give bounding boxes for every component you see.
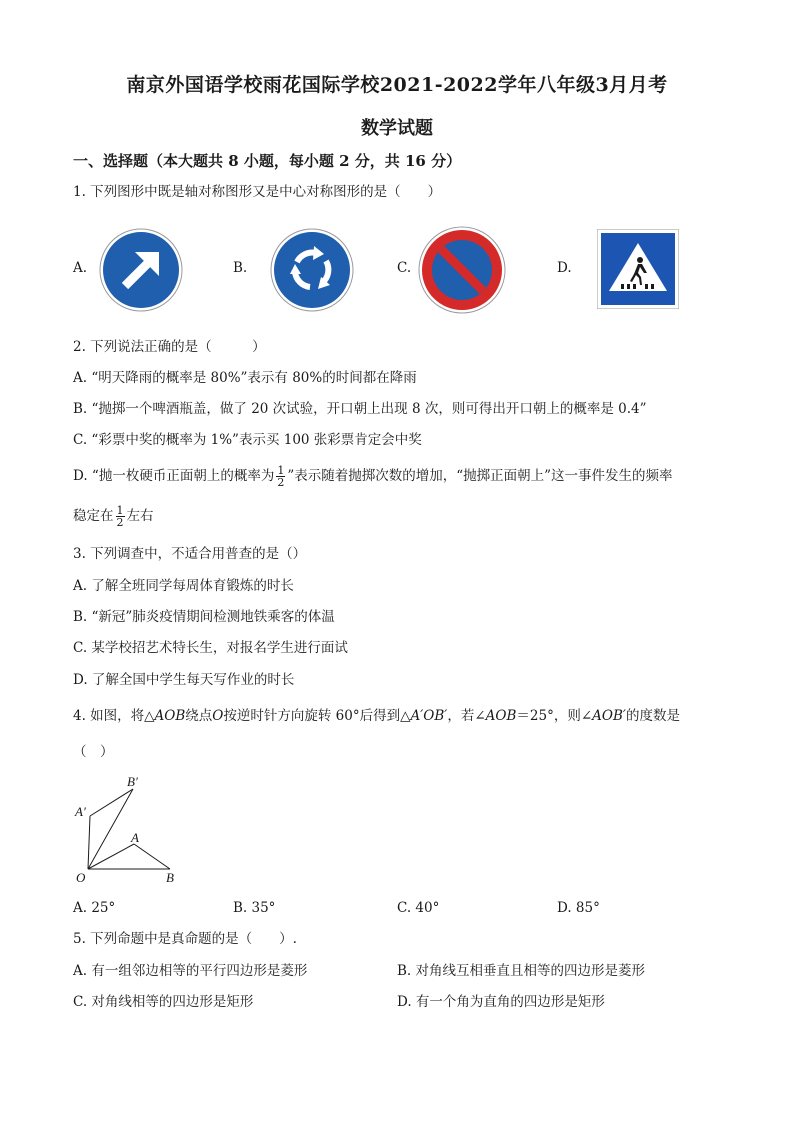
q4-angle-aobprime: ∠AOB′ xyxy=(580,708,626,724)
fraction-one-half-2 xyxy=(116,505,125,528)
q2-d-text-4: 左右 xyxy=(126,508,154,524)
q1-option-b-letter: B. xyxy=(233,260,248,276)
q4-stem xyxy=(73,706,680,726)
q4-option-c: C. 40° xyxy=(397,900,440,916)
q5-option-d: D. 有一个角为直角的四边形是矩形 xyxy=(397,994,605,1010)
q2-d-text-1: D. “抛一枚硬币正面朝上的概率为 xyxy=(73,468,275,484)
q1-option-d-letter: D. xyxy=(557,260,572,276)
pedestrian-crossing-sign-icon xyxy=(597,229,679,313)
section-heading-choice: 一、选择题（本大题共 8 小题，每小题 2 分，共 16 分） xyxy=(73,152,462,170)
q1-option-c-letter: C. xyxy=(397,260,412,276)
label-o: O xyxy=(76,870,86,885)
q3-option-c: C. 某学校招艺术特长生，对报名学生进行面试 xyxy=(73,640,348,656)
q3-option-d: D. 了解全国中学生每天写作业的时长 xyxy=(73,672,295,688)
q4-text-6: 的度数是 xyxy=(625,708,680,724)
roundabout-sign-icon xyxy=(270,228,354,316)
q2-option-a: A. “明天降雨的概率是 80%”表示有 80%的时间都在降雨 xyxy=(73,370,417,386)
up-right-arrow-sign-icon xyxy=(99,228,183,316)
q3-option-a: A. 了解全班同学每周体育锻炼的时长 xyxy=(73,578,294,594)
q4-text-1: 4. 如图，将 xyxy=(73,708,145,724)
q2-option-d-line1 xyxy=(73,465,673,488)
q4-rotation-figure xyxy=(70,772,200,891)
q4-option-a: A. 25° xyxy=(73,900,116,916)
q4-text-5: ＝25°，则 xyxy=(516,708,581,724)
frac-num: 1 xyxy=(277,464,285,477)
q2-stem: 2. 下列说法正确的是（ ） xyxy=(73,339,266,355)
q4-text-4: ，若 xyxy=(447,708,475,724)
q4-triangle-aob: △AOB xyxy=(144,708,186,724)
q2-option-c: C. “彩票中奖的概率为 1%”表示买 100 张彩票肯定会中奖 xyxy=(73,432,422,448)
q3-stem: 3. 下列调查中，不适合用普查的是（） xyxy=(73,546,307,562)
q2-d-text-3: 稳定在 xyxy=(73,508,114,524)
no-parking-sign-icon xyxy=(418,226,506,318)
frac-den: 2 xyxy=(277,476,285,489)
q1-option-a-letter: A. xyxy=(73,260,88,276)
q5-option-a: A. 有一组邻边相等的平行四边形是菱形 xyxy=(73,963,308,979)
q4-text-2: 绕点 xyxy=(185,708,213,724)
q5-option-c: C. 对角线相等的四边形是矩形 xyxy=(73,994,254,1010)
q4-option-b: B. 35° xyxy=(233,900,276,916)
exam-subtitle: 数学试题 xyxy=(361,118,433,139)
q4-point-o: O xyxy=(212,708,224,724)
exam-title: 南京外国语学校雨花国际学校2021-2022学年八年级3月月考 xyxy=(126,74,668,96)
q4-option-d: D. 85° xyxy=(557,900,600,916)
q4-text-3: 按逆时针方向旋转 60°后得到 xyxy=(223,708,401,724)
q2-option-d-line2 xyxy=(73,505,154,528)
q4-triangle-aprime: △A′OB′ xyxy=(400,708,448,724)
fraction-one-half xyxy=(276,465,285,488)
label-a-prime: A′ xyxy=(75,804,86,819)
q4-answer-paren: （ ） xyxy=(73,744,114,760)
frac-den: 2 xyxy=(116,516,124,529)
q2-option-b: B. “抛掷一个啤酒瓶盖，做了 20 次试验，开口朝上出现 8 次，则可得出开口朝上的概率是 0.4” xyxy=(73,401,647,417)
label-a: A xyxy=(131,830,139,845)
q3-option-b: B. “新冠”肺炎疫情期间检测地铁乘客的体温 xyxy=(73,609,335,625)
label-b: B xyxy=(166,870,174,885)
q5-option-b: B. 对角线互相垂直且相等的四边形是菱形 xyxy=(397,963,646,979)
q2-d-text-2: ”表示随着抛掷次数的增加，“抛掷正面朝上”这一事件发生的频率 xyxy=(287,468,673,484)
q4-angle-aob: ∠AOB xyxy=(474,708,517,724)
q1-stem: 1. 下列图形中既是轴对称图形又是中心对称图形的是（ ） xyxy=(73,184,442,200)
label-b-prime: B′ xyxy=(127,774,138,789)
q5-stem: 5. 下列命题中是真命题的是（ ）. xyxy=(73,931,297,947)
frac-num: 1 xyxy=(116,504,124,517)
